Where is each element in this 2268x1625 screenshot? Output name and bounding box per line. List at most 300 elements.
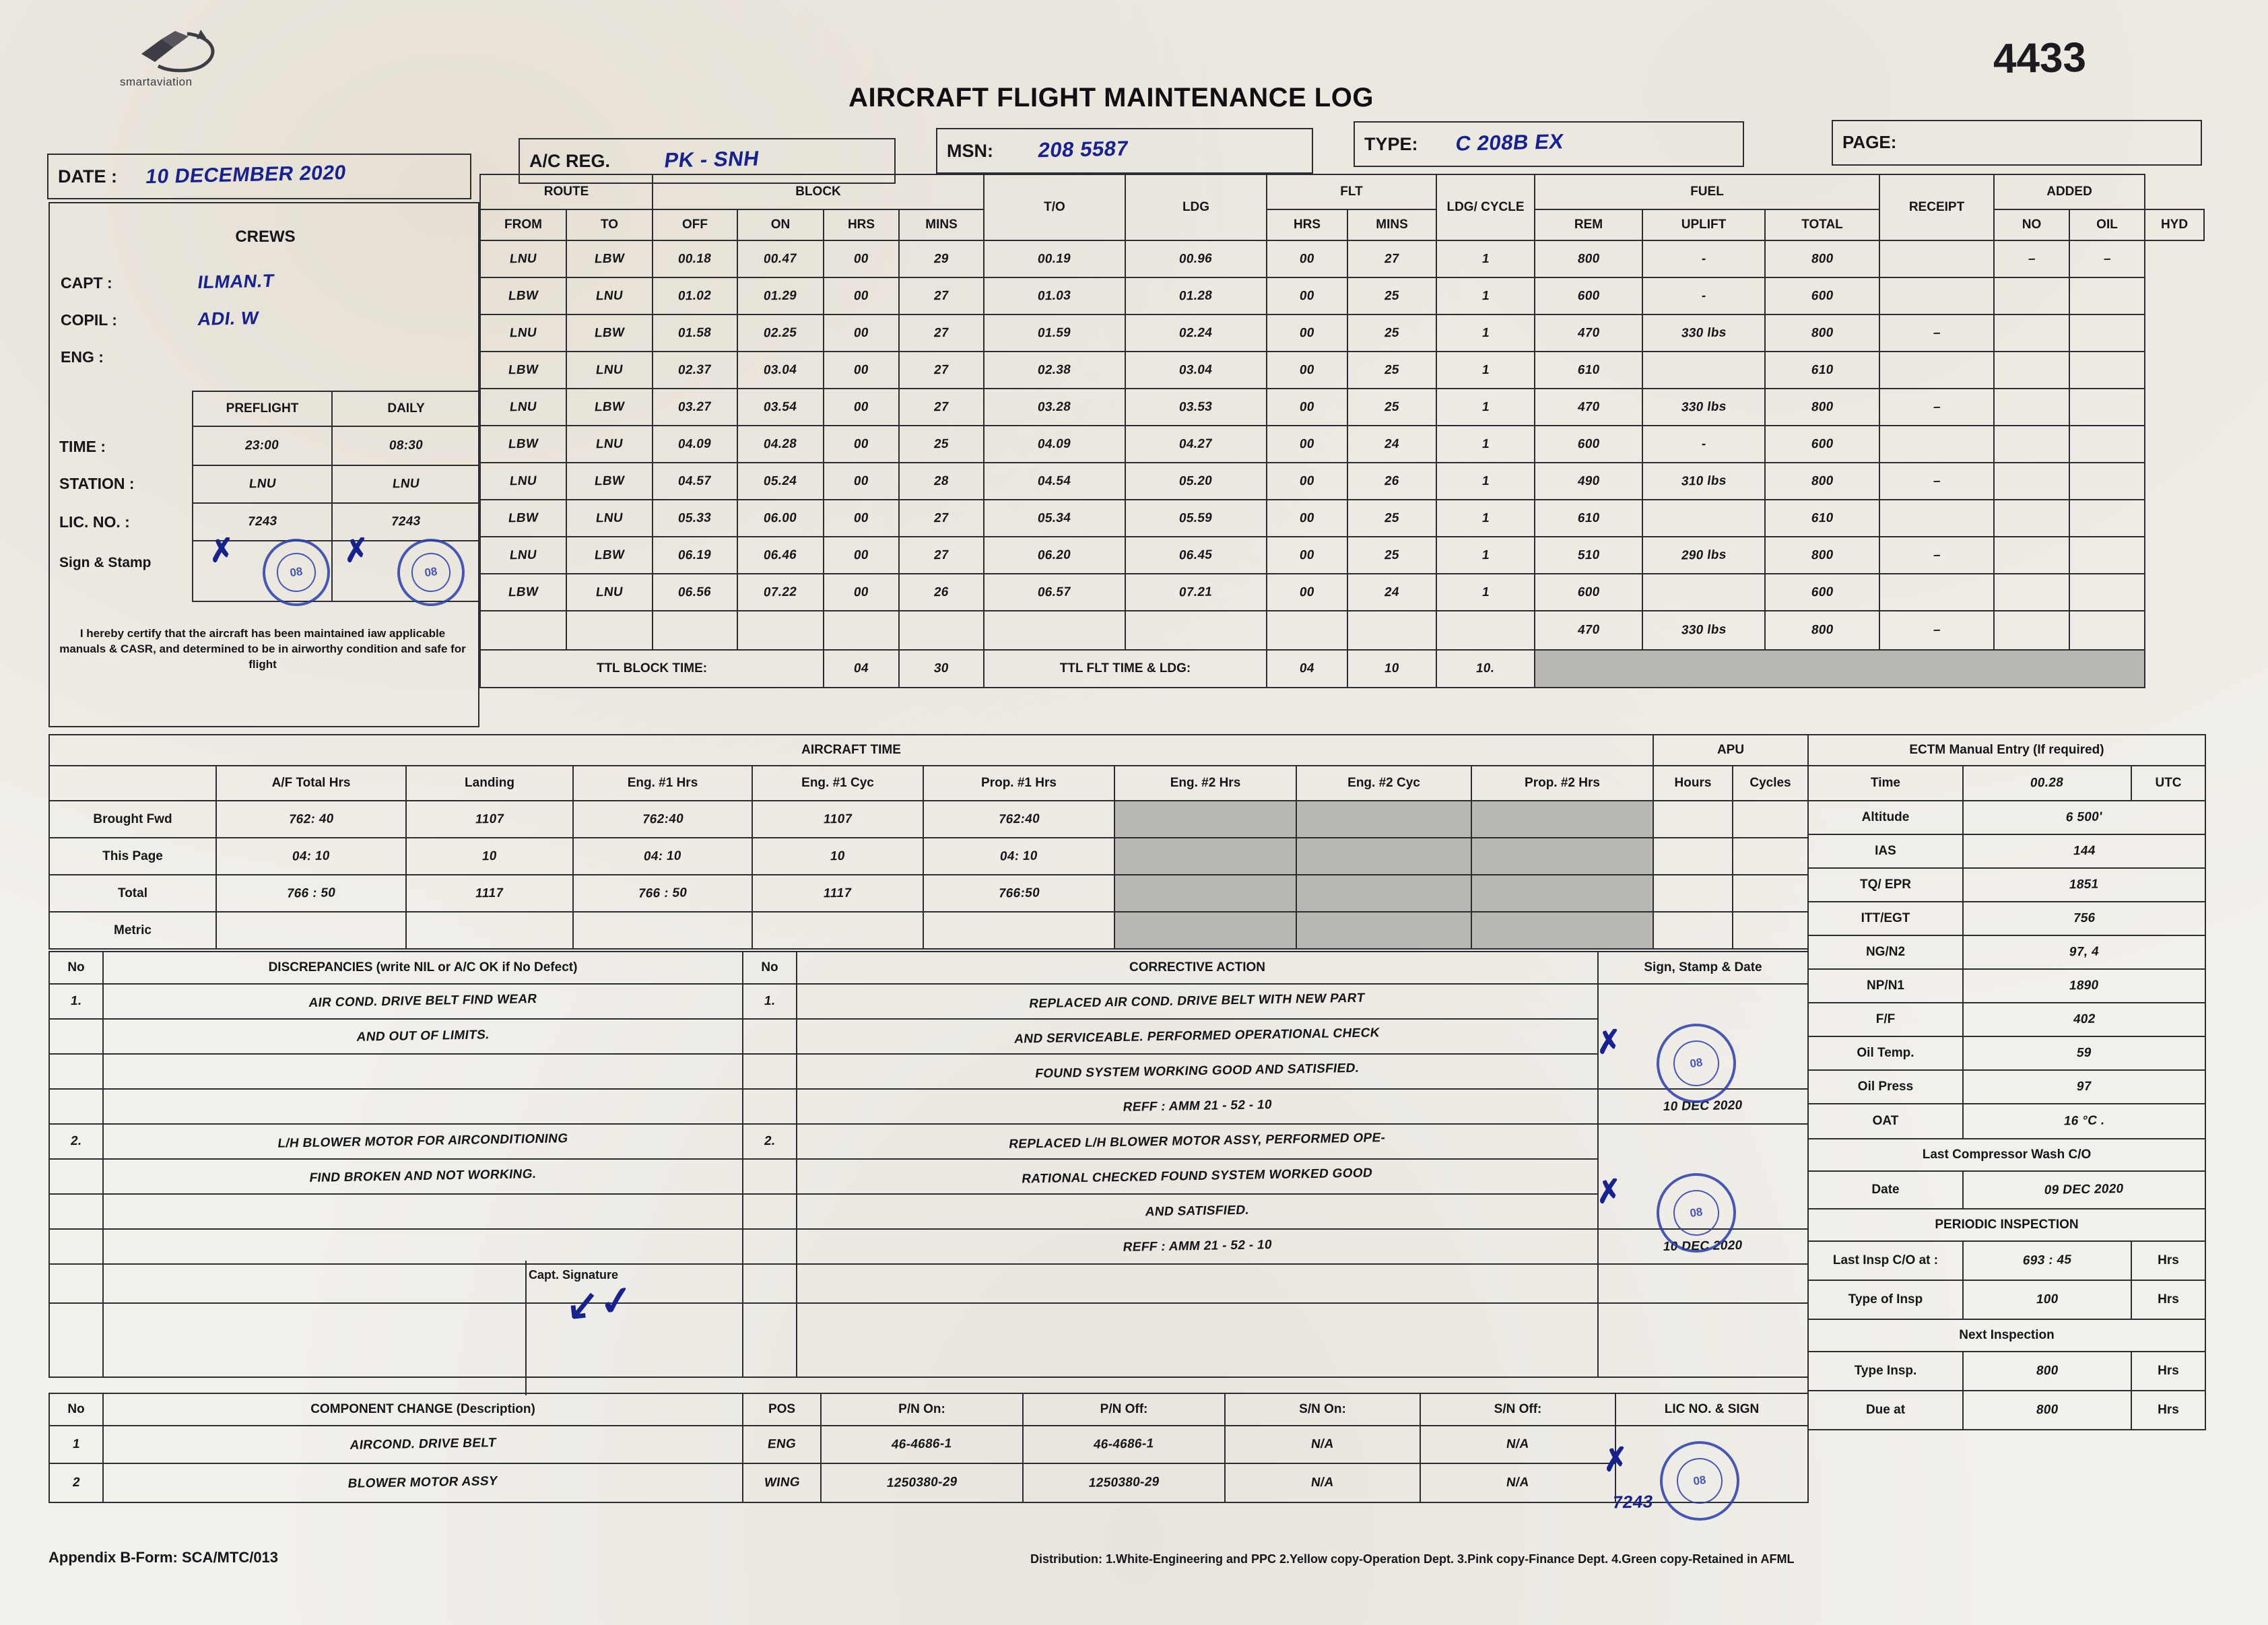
- time-preflight[interactable]: 23:00: [193, 426, 332, 465]
- disc-row[interactable]: [49, 984, 1808, 1019]
- cell-hyd[interactable]: –: [2069, 240, 2145, 277]
- cell-total[interactable]: 800: [1765, 611, 1879, 650]
- cell-hyd[interactable]: [2069, 389, 2145, 426]
- disc-row[interactable]: [49, 1159, 1808, 1194]
- cell-from[interactable]: LBW: [480, 426, 566, 463]
- cell-to[interactable]: [566, 611, 653, 650]
- cell-receipt[interactable]: [1879, 352, 1994, 389]
- comp-desc-2[interactable]: BLOWER MOTOR ASSY: [103, 1463, 743, 1502]
- cell-to[interactable]: LNU: [566, 277, 653, 314]
- mt-landing[interactable]: [406, 912, 573, 949]
- cell-from[interactable]: LBW: [480, 277, 566, 314]
- cell-on[interactable]: 07.22: [737, 574, 824, 611]
- cell-uplift[interactable]: -: [1642, 426, 1765, 463]
- sign-blank[interactable]: [1598, 1264, 1808, 1303]
- cell-to[interactable]: LNU: [566, 352, 653, 389]
- ectm-value-np-n1[interactable]: 1890: [1963, 969, 2205, 1003]
- cell-off[interactable]: 01.58: [653, 314, 737, 352]
- cell-blk-mins[interactable]: 27: [899, 537, 984, 574]
- ectm-value-time[interactable]: 00.28: [1963, 766, 2131, 801]
- cell-receipt[interactable]: –: [1879, 463, 1994, 500]
- last-insp-value[interactable]: 693 : 45: [1963, 1241, 2131, 1280]
- cell-from[interactable]: LNU: [480, 463, 566, 500]
- cell-to-time[interactable]: 06.57: [984, 574, 1125, 611]
- cell-from[interactable]: LBW: [480, 574, 566, 611]
- disc-2-line-4[interactable]: [103, 1229, 743, 1264]
- ectm-value-oil-temp[interactable]: 59: [1963, 1036, 2205, 1070]
- cell-blk-hrs[interactable]: 00: [824, 463, 899, 500]
- mt-af-total[interactable]: [216, 912, 406, 949]
- cell-uplift[interactable]: [1642, 500, 1765, 537]
- page-field[interactable]: [1832, 120, 2202, 166]
- cell-rem[interactable]: 470: [1535, 389, 1642, 426]
- cell-ldg-time[interactable]: 05.59: [1125, 500, 1267, 537]
- disc-1-line-2[interactable]: AND OUT OF LIMITS.: [103, 1019, 743, 1054]
- tt-landing[interactable]: 1117: [406, 875, 573, 912]
- cell-uplift[interactable]: [1642, 352, 1765, 389]
- flight-row[interactable]: [480, 537, 2204, 574]
- cell-flt-hrs[interactable]: 00: [1267, 574, 1347, 611]
- aircraft-type-field[interactable]: [1354, 121, 1744, 167]
- cell-off[interactable]: 01.02: [653, 277, 737, 314]
- cell-oil[interactable]: [1994, 463, 2069, 500]
- ectm-value-altitude[interactable]: 6 500': [1963, 801, 2205, 834]
- cell-flt-hrs[interactable]: 00: [1267, 389, 1347, 426]
- cell-flt-hrs[interactable]: 00: [1267, 240, 1347, 277]
- cell-cycle[interactable]: 1: [1436, 426, 1535, 463]
- cell-oil[interactable]: [1994, 426, 2069, 463]
- bf-apu-hours[interactable]: [1653, 801, 1733, 838]
- cell-total[interactable]: 800: [1765, 389, 1879, 426]
- cell-from[interactable]: LNU: [480, 389, 566, 426]
- cell-flt-hrs[interactable]: 00: [1267, 537, 1347, 574]
- corr-1-reff[interactable]: REFF : AMM 21 - 52 - 10: [797, 1089, 1598, 1124]
- cell-to[interactable]: LBW: [566, 240, 653, 277]
- tp-eng1-hrs[interactable]: 04: 10: [573, 838, 752, 875]
- cell-ldg-time[interactable]: 04.27: [1125, 426, 1267, 463]
- cell-flt-mins[interactable]: 25: [1347, 537, 1436, 574]
- cell-cycle[interactable]: 1: [1436, 463, 1535, 500]
- cell-to-time[interactable]: 01.59: [984, 314, 1125, 352]
- cell-to-time[interactable]: 05.34: [984, 500, 1125, 537]
- ttl-block-mins[interactable]: 30: [899, 650, 984, 688]
- cell-flt-hrs[interactable]: 00: [1267, 352, 1347, 389]
- cell-from[interactable]: LBW: [480, 500, 566, 537]
- cell-to[interactable]: LNU: [566, 426, 653, 463]
- cell-uplift[interactable]: 330 lbs: [1642, 314, 1765, 352]
- comp-sn-on-1[interactable]: N/A: [1225, 1426, 1420, 1463]
- disc-1-line-4[interactable]: [103, 1089, 743, 1124]
- cell-total[interactable]: 600: [1765, 426, 1879, 463]
- cell-total[interactable]: 600: [1765, 277, 1879, 314]
- cell-off[interactable]: [653, 611, 737, 650]
- component-row[interactable]: [49, 1463, 1808, 1502]
- cell-from[interactable]: LNU: [480, 537, 566, 574]
- disc-row[interactable]: [49, 1124, 1808, 1159]
- disc-row[interactable]: [49, 1229, 1808, 1264]
- cell-blk-mins[interactable]: 29: [899, 240, 984, 277]
- cell-rem[interactable]: 600: [1535, 426, 1642, 463]
- flight-row[interactable]: [480, 611, 2204, 650]
- cell-on[interactable]: 03.04: [737, 352, 824, 389]
- cell-receipt[interactable]: –: [1879, 389, 1994, 426]
- tt-apu-hours[interactable]: [1653, 875, 1733, 912]
- cell-oil[interactable]: [1994, 611, 2069, 650]
- disc-1-line-3[interactable]: [103, 1054, 743, 1089]
- cell-oil[interactable]: [1994, 389, 2069, 426]
- cell-to[interactable]: LBW: [566, 389, 653, 426]
- cell-cycle[interactable]: [1436, 611, 1535, 650]
- time-daily[interactable]: 08:30: [332, 426, 480, 465]
- cell-to-time[interactable]: 04.09: [984, 426, 1125, 463]
- corr-1-line-2[interactable]: AND SERVICEABLE. PERFORMED OPERATIONAL CHECK: [797, 1019, 1598, 1054]
- ectm-value-ng-n2[interactable]: 97, 4: [1963, 935, 2205, 969]
- cell-from[interactable]: LBW: [480, 352, 566, 389]
- ttl-flt-hrs[interactable]: 04: [1267, 650, 1347, 688]
- cell-blk-mins[interactable]: 27: [899, 314, 984, 352]
- corr-2-line-3[interactable]: AND SATISFIED.: [797, 1194, 1598, 1229]
- flight-row[interactable]: [480, 574, 2204, 611]
- type-insp-value[interactable]: 100: [1963, 1280, 2131, 1319]
- cell-cycle[interactable]: 1: [1436, 314, 1535, 352]
- cell-flt-mins[interactable]: 26: [1347, 463, 1436, 500]
- cell-total[interactable]: 600: [1765, 574, 1879, 611]
- cell-receipt[interactable]: [1879, 500, 1994, 537]
- cell-cycle[interactable]: 1: [1436, 352, 1535, 389]
- cell-off[interactable]: 06.19: [653, 537, 737, 574]
- cell-rem[interactable]: 510: [1535, 537, 1642, 574]
- cell-hyd[interactable]: [2069, 352, 2145, 389]
- cell-to-time[interactable]: [984, 611, 1125, 650]
- cell-rem[interactable]: 800: [1535, 240, 1642, 277]
- cell-flt-mins[interactable]: [1347, 611, 1436, 650]
- cell-cycle[interactable]: 1: [1436, 537, 1535, 574]
- cell-total[interactable]: 800: [1765, 240, 1879, 277]
- cell-flt-hrs[interactable]: 00: [1267, 277, 1347, 314]
- cell-hyd[interactable]: [2069, 314, 2145, 352]
- cell-ldg-time[interactable]: 00.96: [1125, 240, 1267, 277]
- flight-row[interactable]: [480, 314, 2204, 352]
- licno-daily[interactable]: 7243: [332, 503, 480, 541]
- cell-oil[interactable]: [1994, 352, 2069, 389]
- bf-prop1-hrs[interactable]: 762:40: [923, 801, 1114, 838]
- disc-2-line-3[interactable]: [103, 1194, 743, 1229]
- flight-row[interactable]: [480, 240, 2204, 277]
- cell-hyd[interactable]: [2069, 277, 2145, 314]
- cell-ldg-time[interactable]: 02.24: [1125, 314, 1267, 352]
- cell-cycle[interactable]: 1: [1436, 389, 1535, 426]
- ttl-block-hrs[interactable]: 04: [824, 650, 899, 688]
- cell-flt-mins[interactable]: 25: [1347, 389, 1436, 426]
- cell-ldg-time[interactable]: 03.04: [1125, 352, 1267, 389]
- comp-pos-2[interactable]: WING: [743, 1463, 821, 1502]
- cell-oil[interactable]: [1994, 500, 2069, 537]
- cell-flt-mins[interactable]: 27: [1347, 240, 1436, 277]
- msn-field[interactable]: [936, 128, 1313, 174]
- cell-off[interactable]: 02.37: [653, 352, 737, 389]
- cell-oil[interactable]: [1994, 314, 2069, 352]
- date-field[interactable]: [47, 154, 471, 199]
- disc-row[interactable]: [49, 1264, 1808, 1303]
- next-type-value[interactable]: 800: [1963, 1352, 2131, 1391]
- cell-on[interactable]: 03.54: [737, 389, 824, 426]
- cell-from[interactable]: LNU: [480, 314, 566, 352]
- bf-eng1-hrs[interactable]: 762:40: [573, 801, 752, 838]
- cell-rem[interactable]: 470: [1535, 611, 1642, 650]
- cell-uplift[interactable]: -: [1642, 240, 1765, 277]
- ttl-flt-ldg[interactable]: 10.: [1436, 650, 1535, 688]
- flight-row[interactable]: [480, 426, 2204, 463]
- cell-flt-hrs[interactable]: 00: [1267, 500, 1347, 537]
- cell-hyd[interactable]: [2069, 574, 2145, 611]
- corr-2-sign-date[interactable]: 10 DEC 2020: [1598, 1229, 1808, 1264]
- cell-receipt[interactable]: [1879, 240, 1994, 277]
- cell-uplift[interactable]: -: [1642, 277, 1765, 314]
- cell-on[interactable]: 00.47: [737, 240, 824, 277]
- cell-flt-mins[interactable]: 25: [1347, 500, 1436, 537]
- bf-eng1-cyc[interactable]: 1107: [752, 801, 923, 838]
- disc-row[interactable]: [49, 1303, 1808, 1377]
- station-daily[interactable]: LNU: [332, 465, 480, 503]
- cell-rem[interactable]: 610: [1535, 352, 1642, 389]
- capt-signature-cell-2[interactable]: [103, 1303, 743, 1377]
- cell-on[interactable]: [737, 611, 824, 650]
- mt-prop1-hrs[interactable]: [923, 912, 1114, 949]
- cell-to[interactable]: LNU: [566, 500, 653, 537]
- tp-eng1-cyc[interactable]: 10: [752, 838, 923, 875]
- cell-blk-mins[interactable]: 25: [899, 426, 984, 463]
- comp-desc-1[interactable]: AIRCOND. DRIVE BELT: [103, 1426, 743, 1463]
- cell-uplift[interactable]: 310 lbs: [1642, 463, 1765, 500]
- flight-row[interactable]: [480, 389, 2204, 426]
- cell-rem[interactable]: 600: [1535, 277, 1642, 314]
- cell-receipt[interactable]: –: [1879, 611, 1994, 650]
- ectm-value-oat[interactable]: 16 °C .: [1963, 1104, 2205, 1139]
- cell-on[interactable]: 02.25: [737, 314, 824, 352]
- cell-oil[interactable]: [1994, 537, 2069, 574]
- cell-on[interactable]: 06.00: [737, 500, 824, 537]
- disc-row[interactable]: [49, 1019, 1808, 1054]
- component-row[interactable]: [49, 1426, 1808, 1463]
- mt-eng1-hrs[interactable]: [573, 912, 752, 949]
- cell-blk-mins[interactable]: [899, 611, 984, 650]
- cell-on[interactable]: 04.28: [737, 426, 824, 463]
- cell-ldg-time[interactable]: 01.28: [1125, 277, 1267, 314]
- cell-from[interactable]: [480, 611, 566, 650]
- wash-date-value[interactable]: 09 DEC 2020: [1963, 1171, 2205, 1209]
- cell-from[interactable]: LNU: [480, 240, 566, 277]
- cell-blk-hrs[interactable]: 00: [824, 314, 899, 352]
- comp-sn-off-2[interactable]: N/A: [1420, 1463, 1615, 1502]
- cell-cycle[interactable]: 1: [1436, 277, 1535, 314]
- cell-blk-mins[interactable]: 27: [899, 277, 984, 314]
- disc-row[interactable]: [49, 1194, 1808, 1229]
- corr-blank[interactable]: [797, 1303, 1598, 1377]
- tp-apu-hours[interactable]: [1653, 838, 1733, 875]
- cell-blk-hrs[interactable]: 00: [824, 426, 899, 463]
- cell-rem[interactable]: 610: [1535, 500, 1642, 537]
- cell-on[interactable]: 06.46: [737, 537, 824, 574]
- cell-hyd[interactable]: [2069, 537, 2145, 574]
- disc-row[interactable]: [49, 1054, 1808, 1089]
- tt-eng1-cyc[interactable]: 1117: [752, 875, 923, 912]
- cell-receipt[interactable]: [1879, 277, 1994, 314]
- cell-cycle[interactable]: 1: [1436, 500, 1535, 537]
- cell-to-time[interactable]: 02.38: [984, 352, 1125, 389]
- cell-rem[interactable]: 470: [1535, 314, 1642, 352]
- cell-to[interactable]: LBW: [566, 537, 653, 574]
- cell-off[interactable]: 04.57: [653, 463, 737, 500]
- ectm-value-ff[interactable]: 402: [1963, 1003, 2205, 1036]
- cell-on[interactable]: 05.24: [737, 463, 824, 500]
- cell-to-time[interactable]: 04.54: [984, 463, 1125, 500]
- cell-to[interactable]: LNU: [566, 574, 653, 611]
- disc-2-line-1[interactable]: L/H BLOWER MOTOR FOR AIRCONDITIONING: [103, 1124, 743, 1159]
- cell-off[interactable]: 05.33: [653, 500, 737, 537]
- cell-receipt[interactable]: –: [1879, 537, 1994, 574]
- cell-cycle[interactable]: 1: [1436, 240, 1535, 277]
- corr-2-reff[interactable]: REFF : AMM 21 - 52 - 10: [797, 1229, 1598, 1264]
- comp-pn-on-1[interactable]: 46-4686-1: [821, 1426, 1023, 1463]
- comp-pn-on-2[interactable]: 1250380-29: [821, 1463, 1023, 1502]
- bf-af-total[interactable]: 762: 40: [216, 801, 406, 838]
- cell-hyd[interactable]: [2069, 426, 2145, 463]
- tt-af-total[interactable]: 766 : 50: [216, 875, 406, 912]
- cell-flt-hrs[interactable]: 00: [1267, 426, 1347, 463]
- cell-blk-hrs[interactable]: 00: [824, 574, 899, 611]
- cell-ldg-time[interactable]: 07.21: [1125, 574, 1267, 611]
- flight-row[interactable]: [480, 277, 2204, 314]
- disc-2-line-2[interactable]: FIND BROKEN AND NOT WORKING.: [103, 1159, 743, 1194]
- tp-prop1-hrs[interactable]: 04: 10: [923, 838, 1114, 875]
- tt-prop1-hrs[interactable]: 766:50: [923, 875, 1114, 912]
- cell-blk-mins[interactable]: 27: [899, 352, 984, 389]
- cell-flt-mins[interactable]: 24: [1347, 574, 1436, 611]
- cell-blk-hrs[interactable]: 00: [824, 389, 899, 426]
- mt-apu-hours[interactable]: [1653, 912, 1733, 949]
- cell-cycle[interactable]: 1: [1436, 574, 1535, 611]
- bf-apu-cycles[interactable]: [1733, 801, 1808, 838]
- cell-off[interactable]: 06.56: [653, 574, 737, 611]
- corr-1-line-3[interactable]: FOUND SYSTEM WORKING GOOD AND SATISFIED.: [797, 1054, 1598, 1089]
- disc-row[interactable]: [49, 1089, 1808, 1124]
- cell-ldg-time[interactable]: [1125, 611, 1267, 650]
- cell-off[interactable]: 03.27: [653, 389, 737, 426]
- cell-oil[interactable]: [1994, 277, 2069, 314]
- cell-blk-hrs[interactable]: 00: [824, 277, 899, 314]
- cell-total[interactable]: 800: [1765, 314, 1879, 352]
- ectm-value-tq-epr[interactable]: 1851: [1963, 868, 2205, 902]
- mt-eng1-cyc[interactable]: [752, 912, 923, 949]
- flight-row[interactable]: [480, 463, 2204, 500]
- cell-blk-mins[interactable]: 28: [899, 463, 984, 500]
- due-at-value[interactable]: 800: [1963, 1391, 2131, 1430]
- cell-uplift[interactable]: [1642, 574, 1765, 611]
- sign-blank[interactable]: [1598, 1303, 1808, 1377]
- cell-blk-hrs[interactable]: 00: [824, 537, 899, 574]
- ectm-value-oil-press[interactable]: 97: [1963, 1070, 2205, 1104]
- mt-apu-cycles[interactable]: [1733, 912, 1808, 949]
- cell-blk-hrs[interactable]: 00: [824, 240, 899, 277]
- cell-rem[interactable]: 490: [1535, 463, 1642, 500]
- cell-oil[interactable]: [1994, 574, 2069, 611]
- cell-to-time[interactable]: 00.19: [984, 240, 1125, 277]
- cell-blk-mins[interactable]: 27: [899, 389, 984, 426]
- cell-uplift[interactable]: 330 lbs: [1642, 611, 1765, 650]
- cell-to-time[interactable]: 06.20: [984, 537, 1125, 574]
- cell-to-time[interactable]: 01.03: [984, 277, 1125, 314]
- ttl-flt-mins[interactable]: 10: [1347, 650, 1436, 688]
- cell-flt-mins[interactable]: 25: [1347, 352, 1436, 389]
- comp-pn-off-1[interactable]: 46-4686-1: [1023, 1426, 1225, 1463]
- cell-ldg-time[interactable]: 03.53: [1125, 389, 1267, 426]
- cell-blk-mins[interactable]: 27: [899, 500, 984, 537]
- disc-1-line-1[interactable]: AIR COND. DRIVE BELT FIND WEAR: [103, 984, 743, 1019]
- cell-ldg-time[interactable]: 06.45: [1125, 537, 1267, 574]
- cell-flt-mins[interactable]: 25: [1347, 277, 1436, 314]
- cell-uplift[interactable]: 290 lbs: [1642, 537, 1765, 574]
- cell-uplift[interactable]: 330 lbs: [1642, 389, 1765, 426]
- cell-to[interactable]: LBW: [566, 463, 653, 500]
- cell-rem[interactable]: 600: [1535, 574, 1642, 611]
- cell-on[interactable]: 01.29: [737, 277, 824, 314]
- cell-to-time[interactable]: 03.28: [984, 389, 1125, 426]
- comp-sn-on-2[interactable]: N/A: [1225, 1463, 1420, 1502]
- cell-ldg-time[interactable]: 05.20: [1125, 463, 1267, 500]
- cell-total[interactable]: 610: [1765, 352, 1879, 389]
- cell-to[interactable]: LBW: [566, 314, 653, 352]
- cell-receipt[interactable]: –: [1879, 314, 1994, 352]
- cell-flt-mins[interactable]: 24: [1347, 426, 1436, 463]
- cell-flt-hrs[interactable]: 00: [1267, 463, 1347, 500]
- cell-flt-hrs[interactable]: [1267, 611, 1347, 650]
- cell-blk-hrs[interactable]: 00: [824, 352, 899, 389]
- tt-apu-cycles[interactable]: [1733, 875, 1808, 912]
- tp-apu-cycles[interactable]: [1733, 838, 1808, 875]
- cell-total[interactable]: 800: [1765, 463, 1879, 500]
- cell-flt-hrs[interactable]: 00: [1267, 314, 1347, 352]
- cell-receipt[interactable]: [1879, 574, 1994, 611]
- cell-total[interactable]: 800: [1765, 537, 1879, 574]
- flight-row[interactable]: [480, 500, 2204, 537]
- cell-hyd[interactable]: [2069, 500, 2145, 537]
- tp-af-total[interactable]: 04: 10: [216, 838, 406, 875]
- cell-hyd[interactable]: [2069, 611, 2145, 650]
- tp-landing[interactable]: 10: [406, 838, 573, 875]
- corr-blank[interactable]: [797, 1264, 1598, 1303]
- flight-row[interactable]: [480, 352, 2204, 389]
- ectm-value-itt-egt[interactable]: 756: [1963, 902, 2205, 935]
- ectm-value-ias[interactable]: 144: [1963, 834, 2205, 868]
- comp-pos-1[interactable]: ENG: [743, 1426, 821, 1463]
- tt-eng1-hrs[interactable]: 766 : 50: [573, 875, 752, 912]
- comp-sn-off-1[interactable]: N/A: [1420, 1426, 1615, 1463]
- cell-receipt[interactable]: [1879, 426, 1994, 463]
- corr-1-sign-date[interactable]: 10 DEC 2020: [1598, 1089, 1808, 1124]
- licno-preflight[interactable]: 7243: [193, 503, 332, 541]
- cell-flt-mins[interactable]: 25: [1347, 314, 1436, 352]
- corr-1-line-1[interactable]: REPLACED AIR COND. DRIVE BELT WITH NEW PART: [797, 984, 1598, 1019]
- cell-oil[interactable]: –: [1994, 240, 2069, 277]
- cell-total[interactable]: 610: [1765, 500, 1879, 537]
- cell-off[interactable]: 04.09: [653, 426, 737, 463]
- cell-blk-hrs[interactable]: [824, 611, 899, 650]
- cell-blk-hrs[interactable]: 00: [824, 500, 899, 537]
- corr-2-line-1[interactable]: REPLACED L/H BLOWER MOTOR ASSY, PERFORMED OPE-: [797, 1124, 1598, 1159]
- comp-pn-off-2[interactable]: 1250380-29: [1023, 1463, 1225, 1502]
- cell-off[interactable]: 00.18: [653, 240, 737, 277]
- corr-2-line-2[interactable]: RATIONAL CHECKED FOUND SYSTEM WORKED GOOD: [797, 1159, 1598, 1194]
